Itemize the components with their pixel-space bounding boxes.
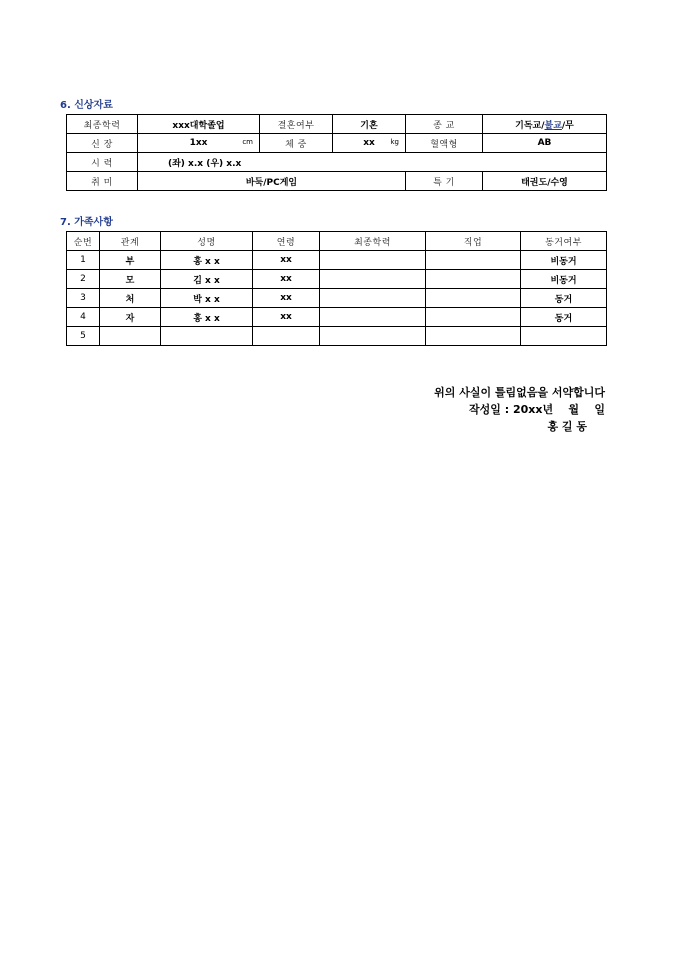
row-age: [253, 327, 320, 346]
info-row-4: [67, 172, 607, 191]
row-education: [320, 308, 426, 327]
special-label: 특 기: [406, 172, 483, 191]
row-cohabit: 비동거: [521, 251, 607, 270]
row-job: [426, 327, 521, 346]
section-6-title: 6. 신상자료: [60, 100, 113, 111]
row-name: 김 x x: [161, 270, 253, 289]
row-relation: 처: [100, 289, 161, 308]
row-no: 5: [67, 327, 100, 346]
weight-unit: kg: [390, 138, 399, 146]
header-cohabit: 동거여부: [521, 232, 607, 251]
hobby-label: 취 미: [67, 172, 138, 191]
edu-value: xxx대학졸업: [138, 115, 260, 134]
table-row: [67, 251, 607, 270]
header-education: 최종학력: [320, 232, 426, 251]
religion-label: 종 교: [406, 115, 483, 134]
row-job: [426, 289, 521, 308]
row-age: xx: [253, 308, 320, 327]
row-cohabit: 비동거: [521, 270, 607, 289]
section-7-title: 7. 가족사항: [60, 217, 113, 228]
row-relation: 자: [100, 308, 161, 327]
row-age: xx: [253, 270, 320, 289]
marriage-label: 결혼여부: [260, 115, 333, 134]
weight-value-cell: [333, 134, 406, 153]
row-name: 박 x x: [161, 289, 253, 308]
height-label: 신 장: [67, 134, 138, 153]
header-relation: 관계: [100, 232, 161, 251]
religion-part-a: 기독교/: [515, 120, 545, 131]
row-education: [320, 251, 426, 270]
table-row: [67, 308, 607, 327]
personal-info-table: [66, 114, 607, 191]
info-row-1: [67, 115, 607, 134]
family-header-row: [67, 232, 607, 251]
row-no: 4: [67, 308, 100, 327]
row-name: 홍 x x: [161, 251, 253, 270]
vision-label: 시 력: [67, 153, 138, 172]
height-unit: cm: [242, 138, 253, 146]
family-table: [66, 231, 607, 346]
header-age: 연령: [253, 232, 320, 251]
row-name: 홍 x x: [161, 308, 253, 327]
info-row-2: [67, 134, 607, 153]
row-relation: 부: [100, 251, 161, 270]
header-name: 성명: [161, 232, 253, 251]
row-job: [426, 270, 521, 289]
row-no: 1: [67, 251, 100, 270]
vision-value: (좌) x.x (우) x.x: [138, 153, 607, 172]
height-value: 1xx: [189, 138, 208, 148]
table-row: [67, 289, 607, 308]
special-value: 태권도/수영: [483, 172, 607, 191]
row-no: 2: [67, 270, 100, 289]
religion-value: [483, 115, 607, 134]
row-education: [320, 270, 426, 289]
marriage-value: 기혼: [333, 115, 406, 134]
blood-label: 혈액형: [406, 134, 483, 153]
weight-label: 체 중: [260, 134, 333, 153]
row-education: [320, 327, 426, 346]
edu-label: 최종학력: [67, 115, 138, 134]
table-row: [67, 327, 607, 346]
row-age: xx: [253, 289, 320, 308]
row-name: [161, 327, 253, 346]
pledge-statement: 위의 사실이 틀림없음을 서약합니다: [434, 386, 605, 399]
header-job: 직업: [426, 232, 521, 251]
religion-part-b: 불교: [544, 120, 562, 131]
row-no: 3: [67, 289, 100, 308]
row-cohabit: 동거: [521, 289, 607, 308]
row-relation: 모: [100, 270, 161, 289]
row-cohabit: [521, 327, 607, 346]
header-no: 순번: [67, 232, 100, 251]
table-row: [67, 270, 607, 289]
row-education: [320, 289, 426, 308]
signer-name: 홍 길 동: [547, 420, 587, 433]
row-age: xx: [253, 251, 320, 270]
height-value-cell: [138, 134, 260, 153]
row-job: [426, 308, 521, 327]
row-job: [426, 251, 521, 270]
written-date: 작성일 : 20xx년 월 일: [469, 403, 605, 416]
row-relation: [100, 327, 161, 346]
religion-part-c: /무: [561, 120, 574, 131]
row-cohabit: 동거: [521, 308, 607, 327]
hobby-value: 바둑/PC게임: [138, 172, 406, 191]
blood-value: AB: [483, 134, 607, 153]
info-row-3: [67, 153, 607, 172]
weight-value: xx: [363, 138, 375, 148]
